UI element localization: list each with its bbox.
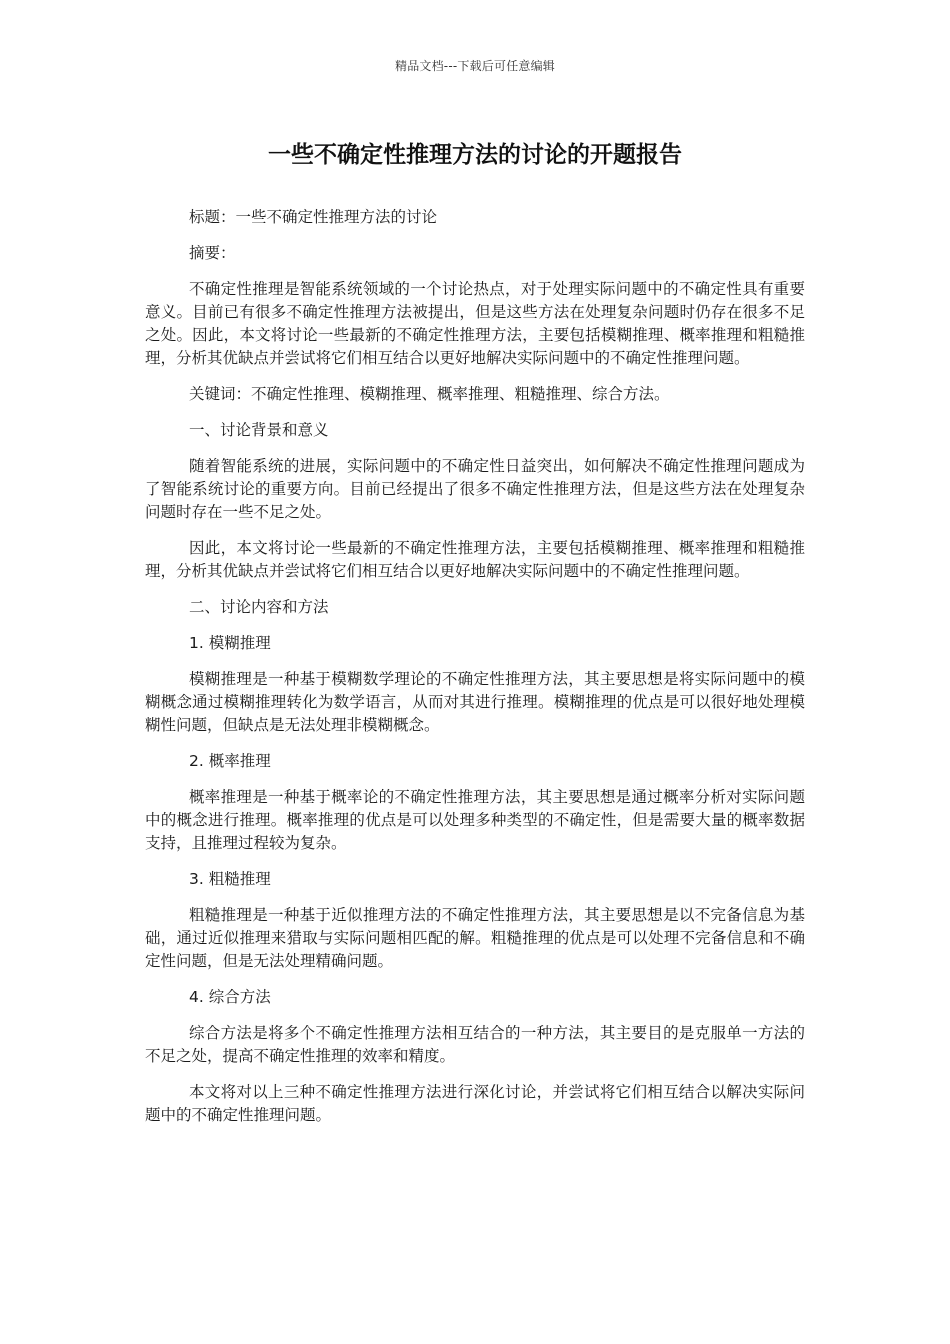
page-header: 精品文档---下载后可任意编辑: [395, 59, 555, 73]
section-heading-methods: 二、讨论内容和方法: [189, 598, 329, 616]
background-paragraph-1: 随着智能系统的进展，实际问题中的不确定性日益突出，如何解决不确定性推理问题成为了智能系统讨论的重要方向。目前已经提出了很多不确定性推理方法，但是这些方法在处理复杂问题时存在一些不足之处。: [145, 457, 805, 521]
document-title: 一些不确定性推理方法的讨论的开题报告: [268, 142, 682, 168]
section-heading-background: 一、讨论背景和意义: [189, 421, 329, 439]
abstract-label: 摘要：: [189, 244, 236, 262]
title-label: 标题：一些不确定性推理方法的讨论: [189, 208, 438, 226]
subheading-rough: 3. 粗糙推理: [189, 870, 271, 888]
abstract-paragraph: 不确定性推理是智能系统领域的一个讨论热点，对于处理实际问题中的不确定性具有重要意义。目前已有很多不确定性推理方法被提出，但是这些方法在处理复杂问题时仍存在很多不足之处。因此，本文将讨论一些最新的不确定性推理方法，主要包括模糊推理、概率推理和粗糙推理，分析其优缺点并尝试将它们相互结合以更好地解决实际问题中的不确定性推理问题。: [145, 280, 805, 367]
background-paragraph-2: 因此，本文将讨论一些最新的不确定性推理方法，主要包括模糊推理、概率推理和粗糙推理，分析其优缺点并尝试将它们相互结合以更好地解决实际问题中的不确定性推理问题。: [145, 539, 805, 580]
probabilistic-paragraph: 概率推理是一种基于概率论的不确定性推理方法，其主要思想是通过概率分析对实际问题中的概念进行推理。概率推理的优点是可以处理多种类型的不确定性，但是需要大量的概率数据支持，且推理过程较为复杂。: [145, 788, 805, 852]
rough-paragraph: 粗糙推理是一种基于近似推理方法的不确定性推理方法，其主要思想是以不完备信息为基础，通过近似推理来猎取与实际问题相匹配的解。粗糙推理的优点是可以处理不完备信息和不确定性问题，但是无法处理精确问题。: [145, 906, 805, 970]
subheading-fuzzy: 1. 模糊推理: [189, 634, 271, 652]
fuzzy-paragraph: 模糊推理是一种基于模糊数学理论的不确定性推理方法，其主要思想是将实际问题中的模糊概念通过模糊推理转化为数学语言，从而对其进行推理。模糊推理的优点是可以很好地处理模糊性问题，但缺点是无法处理非模糊概念。: [145, 670, 805, 734]
subheading-combined: 4. 综合方法: [189, 988, 271, 1006]
subheading-probabilistic: 2. 概率推理: [189, 752, 271, 770]
keywords-line: 关键词：不确定性推理、模糊推理、概率推理、粗糙推理、综合方法。: [189, 385, 670, 403]
combined-paragraph: 综合方法是将多个不确定性推理方法相互结合的一种方法，其主要目的是克服单一方法的不足之处，提高不确定性推理的效率和精度。: [145, 1024, 805, 1065]
closing-paragraph: 本文将对以上三种不确定性推理方法进行深化讨论，并尝试将它们相互结合以解决实际问题中的不确定性推理问题。: [145, 1083, 805, 1124]
document-body: [145, 206, 805, 1140]
